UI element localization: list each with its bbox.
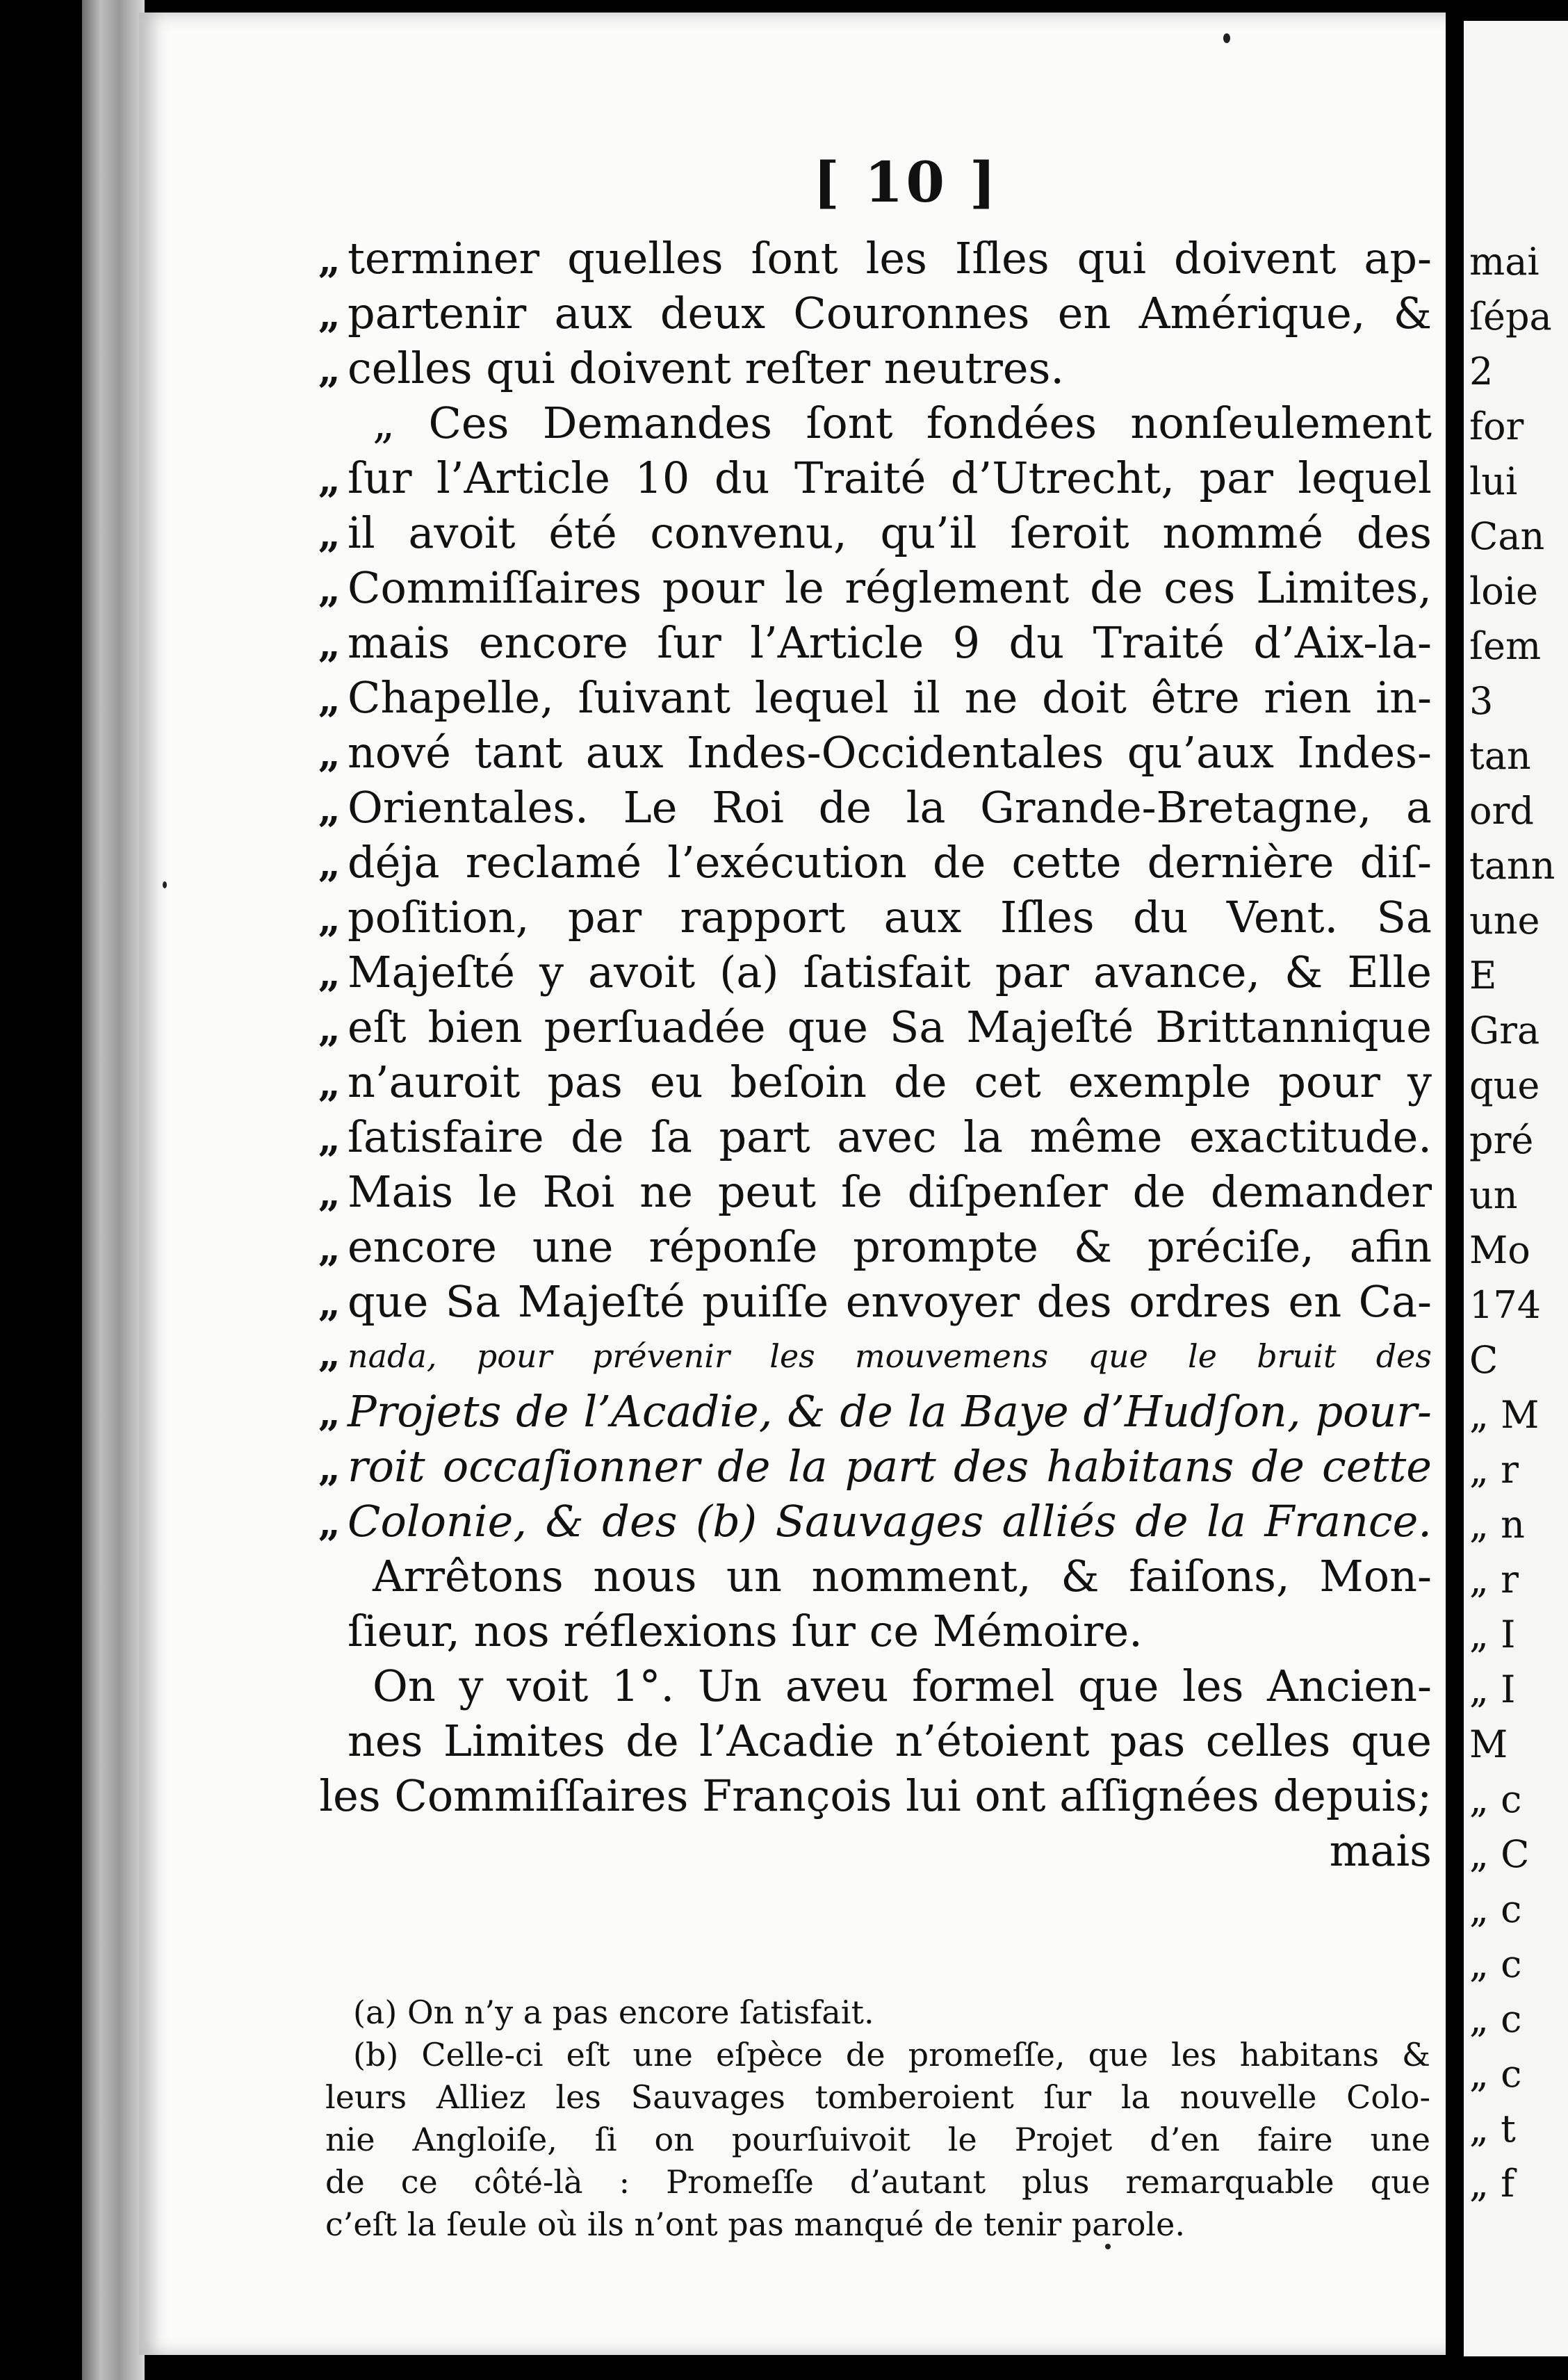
- text-line: [318, 672, 1432, 727]
- line-text: nes Limites de l’Acadie n’étoient pas celles que: [348, 1715, 1432, 1766]
- facing-page-fragment: Gra: [1469, 1009, 1540, 1052]
- line-text: encore une réponſe prompte & préciſe, afin: [348, 1221, 1432, 1272]
- text-line: [318, 1166, 1432, 1221]
- facing-page-fragment: que: [1469, 1063, 1540, 1107]
- quote-mark: „: [318, 1280, 341, 1326]
- quote-mark: „: [318, 347, 341, 393]
- page-number: [ 10 ]: [813, 149, 999, 215]
- facing-page-edge: [1464, 21, 1568, 2356]
- line-text: que Sa Majeſté puiſſe envoyer des ordres en Ca-: [348, 1276, 1432, 1327]
- line-text: il avoit été convenu, qu’il ſeroit nommé des: [348, 507, 1432, 558]
- line-text: Chapelle, ſuivant lequel il ne doit être rien in-: [348, 672, 1432, 723]
- text-line: [318, 1111, 1432, 1166]
- text-line: [318, 727, 1432, 782]
- text-line: [318, 1002, 1432, 1057]
- facing-page-fragment: M: [1469, 1722, 1508, 1766]
- text-line: [348, 1715, 1432, 1770]
- text-line: [348, 1825, 1432, 1880]
- text-line: [318, 1331, 1432, 1386]
- text-line: [318, 617, 1432, 672]
- facing-page-fragment: „ I: [1469, 1668, 1516, 1711]
- footnote-line: (b) Celle-ci eſt une eſpèce de promeſſe, que les habitans &: [353, 2036, 1430, 2073]
- text-line: [318, 343, 1432, 398]
- facing-page-fragment: E: [1469, 954, 1497, 997]
- line-text: poſition, par rapport aux Iſles du Vent. Sa: [348, 892, 1432, 943]
- quote-mark: „: [318, 512, 341, 557]
- facing-page-fragment: for: [1469, 405, 1524, 448]
- quote-mark: „: [318, 1331, 341, 1377]
- facing-page-fragment: loie: [1469, 569, 1539, 613]
- line-text: On y voit 1°. Un aveu formel que les Ancien-: [373, 1661, 1432, 1711]
- quote-mark: „: [318, 292, 341, 338]
- quote-mark: „: [318, 731, 341, 777]
- line-text: roit occaſionner de la part des habitans de cette: [348, 1441, 1432, 1492]
- quote-mark: „: [318, 1390, 341, 1436]
- quote-mark: „: [318, 1061, 341, 1107]
- line-text: mais encore ſur l’Article 9 du Traité d’Aix-la-: [348, 617, 1432, 668]
- line-text: nada, pour prévenir les mouvemens que le bruit des: [348, 1337, 1432, 1375]
- line-text: terminer quelles ſont les Iſles qui doivent ap-: [348, 233, 1432, 284]
- facing-page-fragment: lui: [1469, 459, 1518, 503]
- facing-page-fragment: un: [1469, 1173, 1518, 1217]
- facing-page-fragment: „ t: [1469, 2107, 1516, 2151]
- text-line: [318, 1221, 1432, 1276]
- quote-mark: „: [318, 951, 341, 997]
- text-line: [318, 288, 1432, 343]
- facing-page-fragment: ſépa: [1469, 295, 1552, 339]
- facing-page-fragment: „ C: [1469, 1832, 1530, 1876]
- quote-mark: „: [318, 621, 341, 667]
- footnotes: [325, 1994, 1430, 2248]
- text-line: [348, 1661, 1432, 1715]
- line-text: ſieur, nos réflexions ſur ce Mémoire.: [348, 1606, 1143, 1656]
- quote-mark: „: [318, 237, 341, 283]
- facing-page-fragment: „ c: [1469, 1942, 1522, 1986]
- text-line: [318, 892, 1432, 947]
- quote-mark: „: [318, 457, 341, 503]
- text-line: [348, 1551, 1432, 1606]
- line-text: nové tant aux Indes-Occidentales qu’aux Indes-: [348, 727, 1432, 778]
- quote-mark: „: [318, 786, 341, 832]
- facing-page-fragment: 3: [1469, 679, 1494, 723]
- text-line: [318, 947, 1432, 1002]
- facing-page-fragment: „ c: [1469, 2052, 1522, 2096]
- facing-page-fragment: ord: [1469, 789, 1534, 833]
- facing-page-fragment: „ I: [1469, 1613, 1516, 1656]
- line-text: mais: [1329, 1825, 1432, 1876]
- text-line: [348, 398, 1432, 453]
- text-line: [318, 782, 1432, 837]
- footnote-line: c’eſt la ſeule où ils n’ont pas manqué de tenir parole.: [325, 2206, 1185, 2243]
- facing-page-fragment: „ M: [1469, 1393, 1540, 1437]
- text-line: [318, 507, 1432, 562]
- line-text: Arrêtons nous un nomment, & faiſons, Mon-: [373, 1551, 1432, 1601]
- text-line: [319, 1770, 1432, 1825]
- text-line: [318, 562, 1432, 617]
- facing-page-fragment: „ r: [1469, 1558, 1519, 1601]
- quote-mark: „: [318, 896, 341, 942]
- facing-page-fragment: 174: [1469, 1283, 1542, 1327]
- ink-speck: [1223, 33, 1230, 43]
- footnote-line: (a) On n’y a pas encore ſatisfait.: [353, 1994, 874, 2031]
- text-line: [318, 837, 1432, 892]
- line-text: Colonie, & des (b) Sauvages alliés de la France.: [348, 1496, 1432, 1547]
- line-text: „ Ces Demandes ſont fondées nonſeulement: [373, 398, 1432, 448]
- quote-mark: „: [318, 1171, 341, 1216]
- line-text: Orientales. Le Roi de la Grande-Bretagne, a: [348, 782, 1432, 833]
- quote-mark: „: [318, 1500, 341, 1546]
- line-text: Projets de l’Acadie, & de la Baye d’Hudſon, pour-: [348, 1386, 1432, 1437]
- text-line: [318, 1276, 1432, 1331]
- line-text: Mais le Roi ne peut ſe diſpenſer de demander: [348, 1166, 1432, 1217]
- facing-page-fragment: 2: [1469, 350, 1494, 393]
- footnote-line: nie Angloiſe, ſi on pourſuivoit le Projet d’en faire une: [325, 2121, 1430, 2158]
- binding-strip: [82, 0, 145, 2380]
- facing-page-fragment: ſem: [1469, 624, 1542, 668]
- quote-mark: „: [318, 1225, 341, 1271]
- quote-mark: „: [318, 676, 341, 722]
- footnote-line: de ce côté-là : Promeſſe d’autant plus remarquable que: [325, 2163, 1430, 2201]
- facing-page-fragment: „ c: [1469, 1777, 1522, 1821]
- line-text: ſur l’Article 10 du Traité d’Utrecht, par lequel: [348, 453, 1432, 503]
- facing-page-fragment: „ r: [1469, 1448, 1519, 1492]
- line-text: partenir aux deux Couronnes en Amérique, &: [348, 288, 1432, 339]
- facing-page-fragment: „ n: [1469, 1503, 1525, 1547]
- line-text: Commiſſaires pour le réglement de ces Limites,: [348, 562, 1432, 613]
- footnote-line: leurs Alliez les Sauvages tomberoient ſur la nouvelle Colo-: [325, 2078, 1430, 2116]
- facing-page-fragment: mai: [1469, 240, 1540, 284]
- facing-page-fragment: tann: [1469, 844, 1555, 888]
- text-line: [318, 1386, 1432, 1441]
- line-text: ſatisfaire de ſa part avec la même exactitude.: [348, 1111, 1432, 1162]
- facing-page-fragment: pré: [1469, 1118, 1534, 1162]
- facing-page-fragment: tan: [1469, 734, 1531, 778]
- facing-page-fragment: „ f: [1469, 2162, 1515, 2206]
- text-line: [318, 453, 1432, 507]
- facing-page-fragment: Can: [1469, 514, 1545, 558]
- quote-mark: „: [318, 841, 341, 887]
- text-line: [318, 1496, 1432, 1551]
- line-text: déja reclamé l’exécution de cette dernière diſ-: [348, 837, 1432, 888]
- text-line: [318, 1441, 1432, 1496]
- line-text: eſt bien perſuadée que Sa Majeſté Brittannique: [348, 1002, 1432, 1052]
- facing-page-fragment: C: [1469, 1338, 1498, 1382]
- text-line: [318, 233, 1432, 288]
- ink-speck: [163, 881, 167, 888]
- facing-page-fragment: Mo: [1469, 1228, 1530, 1272]
- text-line: [348, 1606, 1432, 1661]
- line-text: celles qui doivent reſter neutres.: [348, 343, 1065, 393]
- line-text: Majeſté y avoit (a) ſatisfait par avance, & Elle: [348, 947, 1432, 997]
- text-line: [318, 1057, 1432, 1111]
- quote-mark: „: [318, 1006, 341, 1052]
- main-text: [318, 233, 1432, 1880]
- facing-page-fragment: „ c: [1469, 1887, 1522, 1931]
- facing-page-fragment: une: [1469, 899, 1540, 943]
- facing-page-fragment: „ c: [1469, 1997, 1522, 2041]
- quote-mark: „: [318, 1445, 341, 1491]
- quote-mark: „: [318, 567, 341, 612]
- line-text: n’auroit pas eu beſoin de cet exemple pour y: [348, 1057, 1432, 1107]
- quote-mark: „: [318, 1116, 341, 1162]
- line-text: les Commiſſaires François lui ont aſſignées depuis;: [319, 1770, 1432, 1821]
